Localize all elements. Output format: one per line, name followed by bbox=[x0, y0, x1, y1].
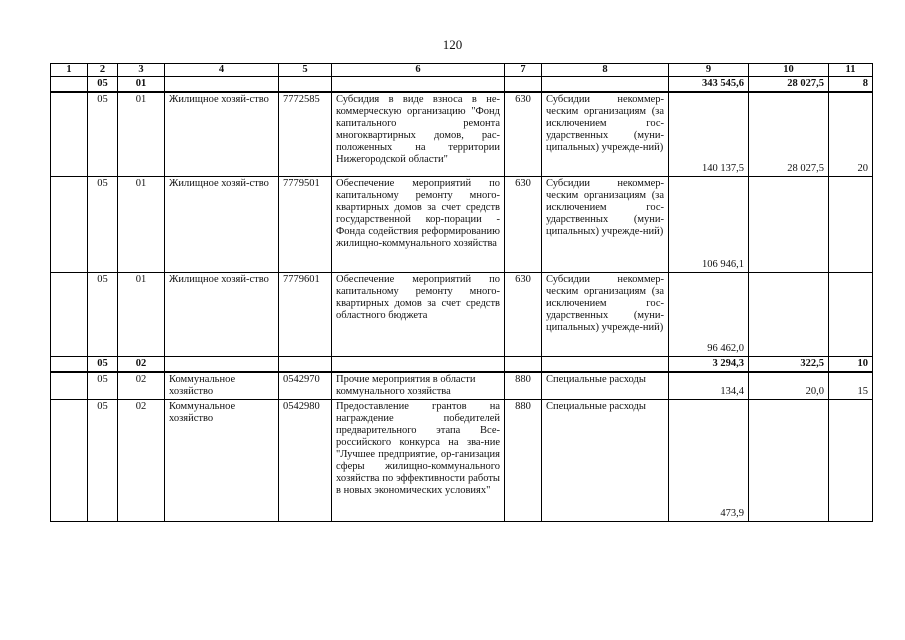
value-col11 bbox=[829, 272, 873, 356]
cell-empty bbox=[332, 356, 505, 372]
expense-type-name: Специальные расходы bbox=[542, 372, 669, 400]
table-row bbox=[51, 372, 873, 400]
subsection-code: 01 bbox=[118, 272, 165, 356]
cell-empty bbox=[51, 77, 88, 93]
section-code: 05 bbox=[88, 272, 118, 356]
cell-empty bbox=[279, 356, 332, 372]
value-col11 bbox=[829, 176, 873, 272]
subtotal-row bbox=[51, 77, 873, 93]
budget-table bbox=[50, 63, 873, 522]
header-cell: 5 bbox=[279, 64, 332, 77]
header-cell: 4 bbox=[165, 64, 279, 77]
section-code: 05 bbox=[88, 372, 118, 400]
expense-type-code: 630 bbox=[505, 272, 542, 356]
header-cell: 3 bbox=[118, 64, 165, 77]
header-cell: 1 bbox=[51, 64, 88, 77]
subtotal-row bbox=[51, 356, 873, 372]
expense-type-code: 880 bbox=[505, 372, 542, 400]
amount-col9: 343 545,6 bbox=[669, 77, 749, 93]
subsection-code: 01 bbox=[118, 92, 165, 176]
amount-col10: 28 027,5 bbox=[749, 92, 829, 176]
cell-empty bbox=[542, 77, 669, 93]
target-code: 7779601 bbox=[279, 272, 332, 356]
section-code: 05 bbox=[88, 400, 118, 522]
cell-empty bbox=[51, 400, 88, 522]
cell-empty bbox=[505, 77, 542, 93]
value-col11: 10 bbox=[829, 356, 873, 372]
value-col11: 15 bbox=[829, 372, 873, 400]
section-code: 05 bbox=[88, 356, 118, 372]
header-row bbox=[51, 64, 873, 77]
header-cell: 11 bbox=[829, 64, 873, 77]
cell-empty bbox=[542, 356, 669, 372]
header-cell: 9 bbox=[669, 64, 749, 77]
section-code: 05 bbox=[88, 77, 118, 93]
subsection-code: 01 bbox=[118, 77, 165, 93]
amount-col10 bbox=[749, 176, 829, 272]
cell-empty bbox=[332, 77, 505, 93]
target-code: 0542980 bbox=[279, 400, 332, 522]
section-name: Коммунальное хозяйство bbox=[165, 400, 279, 522]
subsection-code: 02 bbox=[118, 356, 165, 372]
table-row bbox=[51, 400, 873, 522]
header-cell: 2 bbox=[88, 64, 118, 77]
section-name: Коммунальное хозяйство bbox=[165, 372, 279, 400]
table-row bbox=[51, 272, 873, 356]
page-number: 120 bbox=[442, 37, 463, 52]
amount-col9: 140 137,5 bbox=[669, 92, 749, 176]
amount-col9: 106 946,1 bbox=[669, 176, 749, 272]
value-col11: 20 bbox=[829, 92, 873, 176]
description: Обеспечение мероприятий по капитальному ремонту много-квартирных домов за счет средств областного бюджета bbox=[332, 272, 505, 356]
expense-type-code: 880 bbox=[505, 400, 542, 522]
amount-col9: 473,9 bbox=[669, 400, 749, 522]
section-name: Жилищное хозяй-ство bbox=[165, 92, 279, 176]
target-code: 7779501 bbox=[279, 176, 332, 272]
value-col11 bbox=[829, 400, 873, 522]
description: Обеспечение мероприятий по капитальному ремонту много-квартирных домов за счет средств государственной кор-порации - Фонда содействия реформированию жилищно-коммунального хозяйства bbox=[332, 176, 505, 272]
cell-empty bbox=[51, 356, 88, 372]
value-col11: 8 bbox=[829, 77, 873, 93]
amount-col9: 134,4 bbox=[669, 372, 749, 400]
section-code: 05 bbox=[88, 92, 118, 176]
amount-col10 bbox=[749, 400, 829, 522]
header-cell: 10 bbox=[749, 64, 829, 77]
description: Субсидия в виде взноса в не-коммерческую организацию "Фонд капитального ремонта многоквартирных домов, рас-положенных на территории Нижегородской области" bbox=[332, 92, 505, 176]
amount-col10 bbox=[749, 272, 829, 356]
table-row bbox=[51, 92, 873, 176]
subsection-code: 02 bbox=[118, 372, 165, 400]
table-row bbox=[51, 176, 873, 272]
amount-col10: 20,0 bbox=[749, 372, 829, 400]
cell-empty bbox=[51, 176, 88, 272]
expense-type-code: 630 bbox=[505, 92, 542, 176]
subsection-code: 02 bbox=[118, 400, 165, 522]
cell-empty bbox=[505, 356, 542, 372]
cell-empty bbox=[51, 372, 88, 400]
header-cell: 8 bbox=[542, 64, 669, 77]
expense-type-name: Специальные расходы bbox=[542, 400, 669, 522]
section-code: 05 bbox=[88, 176, 118, 272]
cell-empty bbox=[51, 92, 88, 176]
section-name: Жилищное хозяй-ство bbox=[165, 176, 279, 272]
cell-empty bbox=[279, 77, 332, 93]
expense-type-name: Субсидии некоммер-ческим организациям (за исключением гос-ударственных (муни-ципальных) учрежде-ний) bbox=[542, 92, 669, 176]
expense-type-code: 630 bbox=[505, 176, 542, 272]
header-cell: 7 bbox=[505, 64, 542, 77]
target-code: 0542970 bbox=[279, 372, 332, 400]
expense-type-name: Субсидии некоммер-ческим организациям (за исключением гос-ударственных (муни-ципальных) учрежде-ний) bbox=[542, 272, 669, 356]
amount-col9: 96 462,0 bbox=[669, 272, 749, 356]
description: Прочие мероприятия в области коммунального хозяйства bbox=[332, 372, 505, 400]
cell-empty bbox=[165, 77, 279, 93]
amount-col9: 3 294,3 bbox=[669, 356, 749, 372]
cell-empty bbox=[51, 272, 88, 356]
description: Предоставление грантов на награждение победителей предварительного этапа Все-российского конкурса на зва-ние "Лучшее предприятие, ор-ганизация сферы жилищно-коммунального хозяйства по эффективности работы в новых экономических условиях" bbox=[332, 400, 505, 522]
header-cell: 6 bbox=[332, 64, 505, 77]
expense-type-name: Субсидии некоммер-ческим организациям (за исключением гос-ударственных (муни-ципальных) учрежде-ний) bbox=[542, 176, 669, 272]
subsection-code: 01 bbox=[118, 176, 165, 272]
cell-empty bbox=[165, 356, 279, 372]
section-name: Жилищное хозяй-ство bbox=[165, 272, 279, 356]
amount-col10: 322,5 bbox=[749, 356, 829, 372]
target-code: 7772585 bbox=[279, 92, 332, 176]
amount-col10: 28 027,5 bbox=[749, 77, 829, 93]
